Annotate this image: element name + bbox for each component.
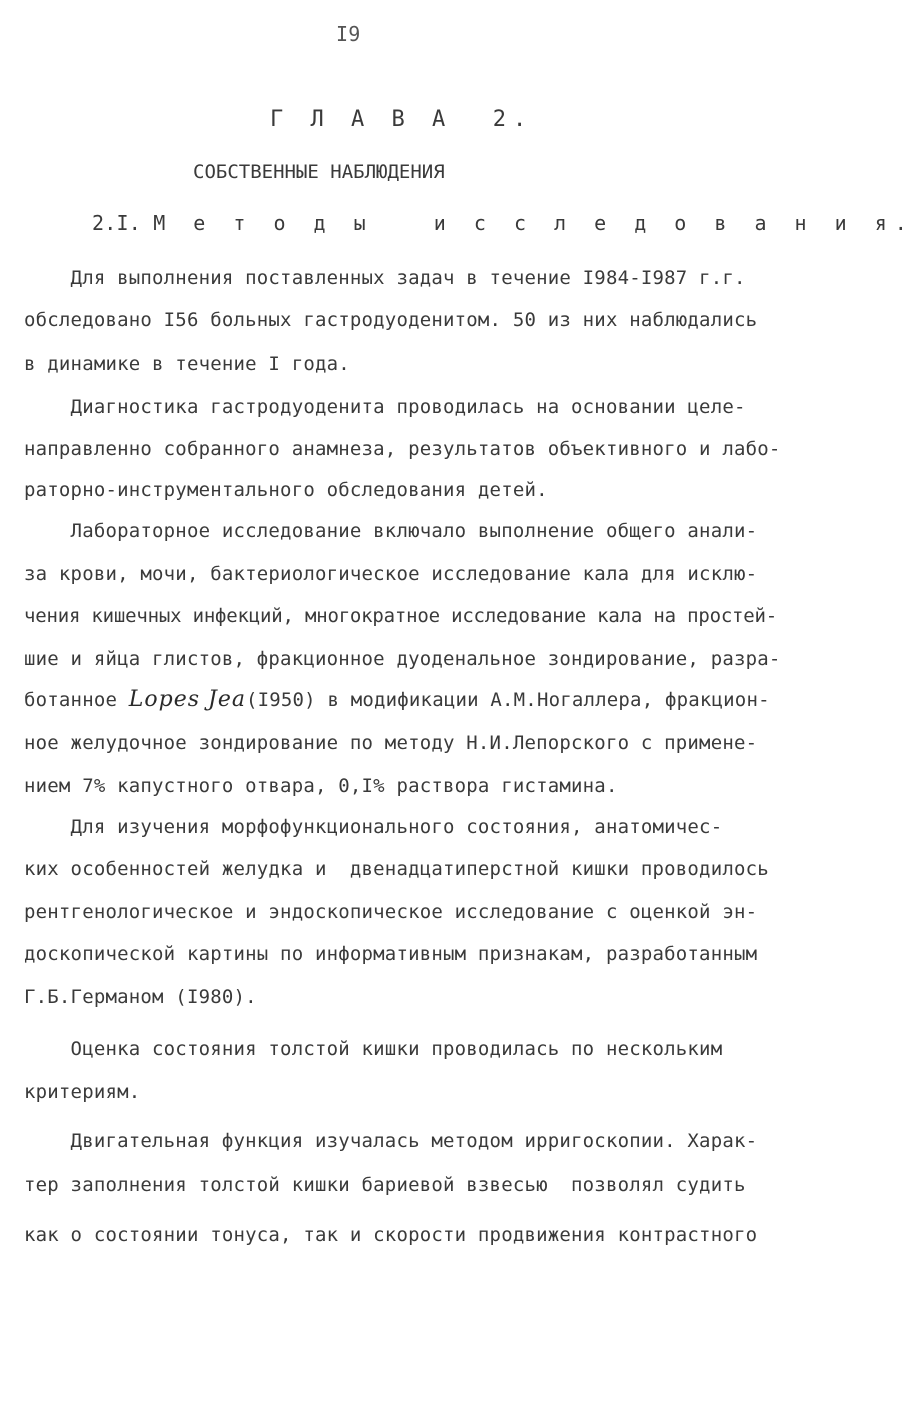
text-line: шие и яйца глистов, фракционное дуоденальное зондирование, разра-: [24, 648, 781, 670]
text-line: Для выполнения поставленных задач в течение I984-I987 г.г.: [24, 267, 746, 289]
text-line: чения кишечных инфекций, многократное исследование кала на простей-: [24, 605, 778, 627]
text-segment: ботанное: [24, 689, 129, 711]
text-line: тер заполнения толстой кишки бариевой взвесью позволял судить: [24, 1174, 746, 1196]
text-line: в динамике в течение I года.: [24, 353, 350, 375]
text-line: доскопической картины по информативным признакам, разработанным: [24, 943, 758, 965]
text-line: раторно-инструментального обследования детей.: [24, 479, 548, 501]
text-line: ное желудочное зондирование по методу Н.И.Лепорского с примене-: [24, 732, 758, 754]
text-line: критериям.: [24, 1081, 141, 1103]
text-line: направленно собранного анамнеза, результатов объективного и лабо-: [24, 438, 781, 460]
text-line: Диагностика гастродуоденита проводилась на основании целе-: [24, 396, 746, 418]
chapter-subtitle: СОБСТВЕННЫЕ НАБЛЮДЕНИЯ: [193, 161, 445, 183]
text-line: Г.Б.Германом (I980).: [24, 986, 257, 1008]
section-number: 2.I.: [92, 211, 141, 235]
text-segment: (I950) в модификации А.М.Ногаллера, фракцион-: [245, 689, 770, 711]
section-title: М е т о д ы и с с л е д о в а н и я.: [153, 211, 915, 235]
page-number: I9: [336, 22, 361, 46]
text-line: Двигательная функция изучалась методом ирригоскопии. Харак-: [24, 1130, 758, 1152]
text-line: Оценка состояния толстой кишки проводилась по нескольким: [24, 1038, 723, 1060]
text-line: ких особенностей желудка и двенадцатиперстной кишки проводилось: [24, 858, 769, 880]
text-line: нием 7% капустного отвара, 0,I% раствора гистамина.: [24, 775, 618, 797]
chapter-title: Г Л А В А 2.: [270, 107, 534, 132]
text-line: обследовано I56 больных гастродуоденитом. 50 из них наблюдались: [24, 309, 758, 331]
text-line-with-handwriting: [24, 688, 770, 712]
text-line: рентгенологическое и эндоскопическое исследование с оценкой эн-: [24, 901, 758, 923]
text-line: Лабораторное исследование включало выполнение общего анали-: [24, 520, 758, 542]
text-line: за крови, мочи, бактериологическое исследование кала для исклю-: [24, 563, 758, 585]
text-line: как о состоянии тонуса, так и скорости продвижения контрастного: [24, 1224, 758, 1246]
handwritten-insert: Lopes Jea: [128, 687, 246, 712]
section-heading: [92, 211, 915, 235]
text-line: Для изучения морфофункционального состояния, анатомичес-: [24, 816, 723, 838]
